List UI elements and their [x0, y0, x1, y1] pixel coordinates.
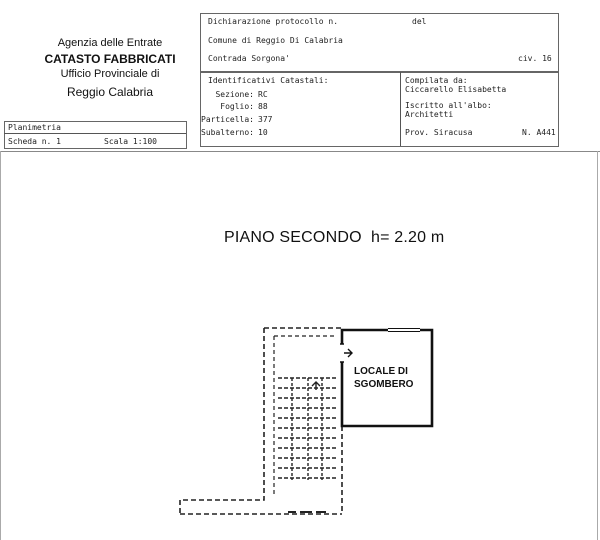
- registration-number: N. A441: [522, 128, 556, 137]
- office-name: Ufficio Provinciale di: [60, 68, 160, 80]
- registered-label: Iscritto all'albo:: [405, 101, 492, 110]
- outer-boundary-dashed: [264, 328, 342, 514]
- agency-name: Agenzia delle Entrate: [57, 37, 163, 49]
- sezione-value: RC: [258, 90, 268, 99]
- room-label-line1: LOCALE DI: [354, 366, 408, 377]
- cadastral-title: Identificativi Catastali:: [208, 76, 329, 85]
- scheda-label: Scheda n. 1: [8, 137, 61, 146]
- plan-title: PIANO SECONDO h= 2.20 m: [224, 229, 445, 246]
- room-walls: [342, 330, 432, 426]
- room-door: [340, 344, 352, 362]
- office-city: Reggio Calabria: [66, 85, 154, 99]
- planimetria-label: Planimetria: [8, 123, 61, 132]
- subalterno-label: Subalterno:: [201, 128, 254, 137]
- foglio-label: Foglio:: [220, 102, 254, 111]
- left-boundary-dashed: [180, 328, 264, 514]
- particella-value: 377: [258, 115, 273, 124]
- del-label: del: [412, 17, 427, 26]
- foglio-value: 88: [258, 102, 268, 111]
- province-text: Prov. Siracusa: [405, 128, 473, 137]
- declaration-label: Dichiarazione protocollo n.: [208, 17, 339, 26]
- comune-text: Comune di Reggio Di Calabria: [208, 36, 343, 45]
- subalterno-value: 10: [258, 128, 268, 137]
- catasto-title: CATASTO FABBRICATI: [44, 52, 176, 66]
- sezione-label: Sezione:: [215, 90, 254, 99]
- compiled-label: Compilata da:: [405, 76, 468, 85]
- contrada-text: Contrada Sorgona': [208, 54, 290, 63]
- albo-value: Architetti: [405, 110, 454, 119]
- particella-label: Particella:: [201, 115, 254, 124]
- compiler-name: Ciccarello Elisabetta: [405, 85, 507, 94]
- stair-steps: [278, 378, 338, 480]
- scala-label: Scala 1:100: [104, 137, 157, 146]
- civ-text: civ. 16: [518, 54, 552, 63]
- stair-arrow: [312, 382, 320, 390]
- room-label-line2: SGOMBERO: [354, 379, 414, 390]
